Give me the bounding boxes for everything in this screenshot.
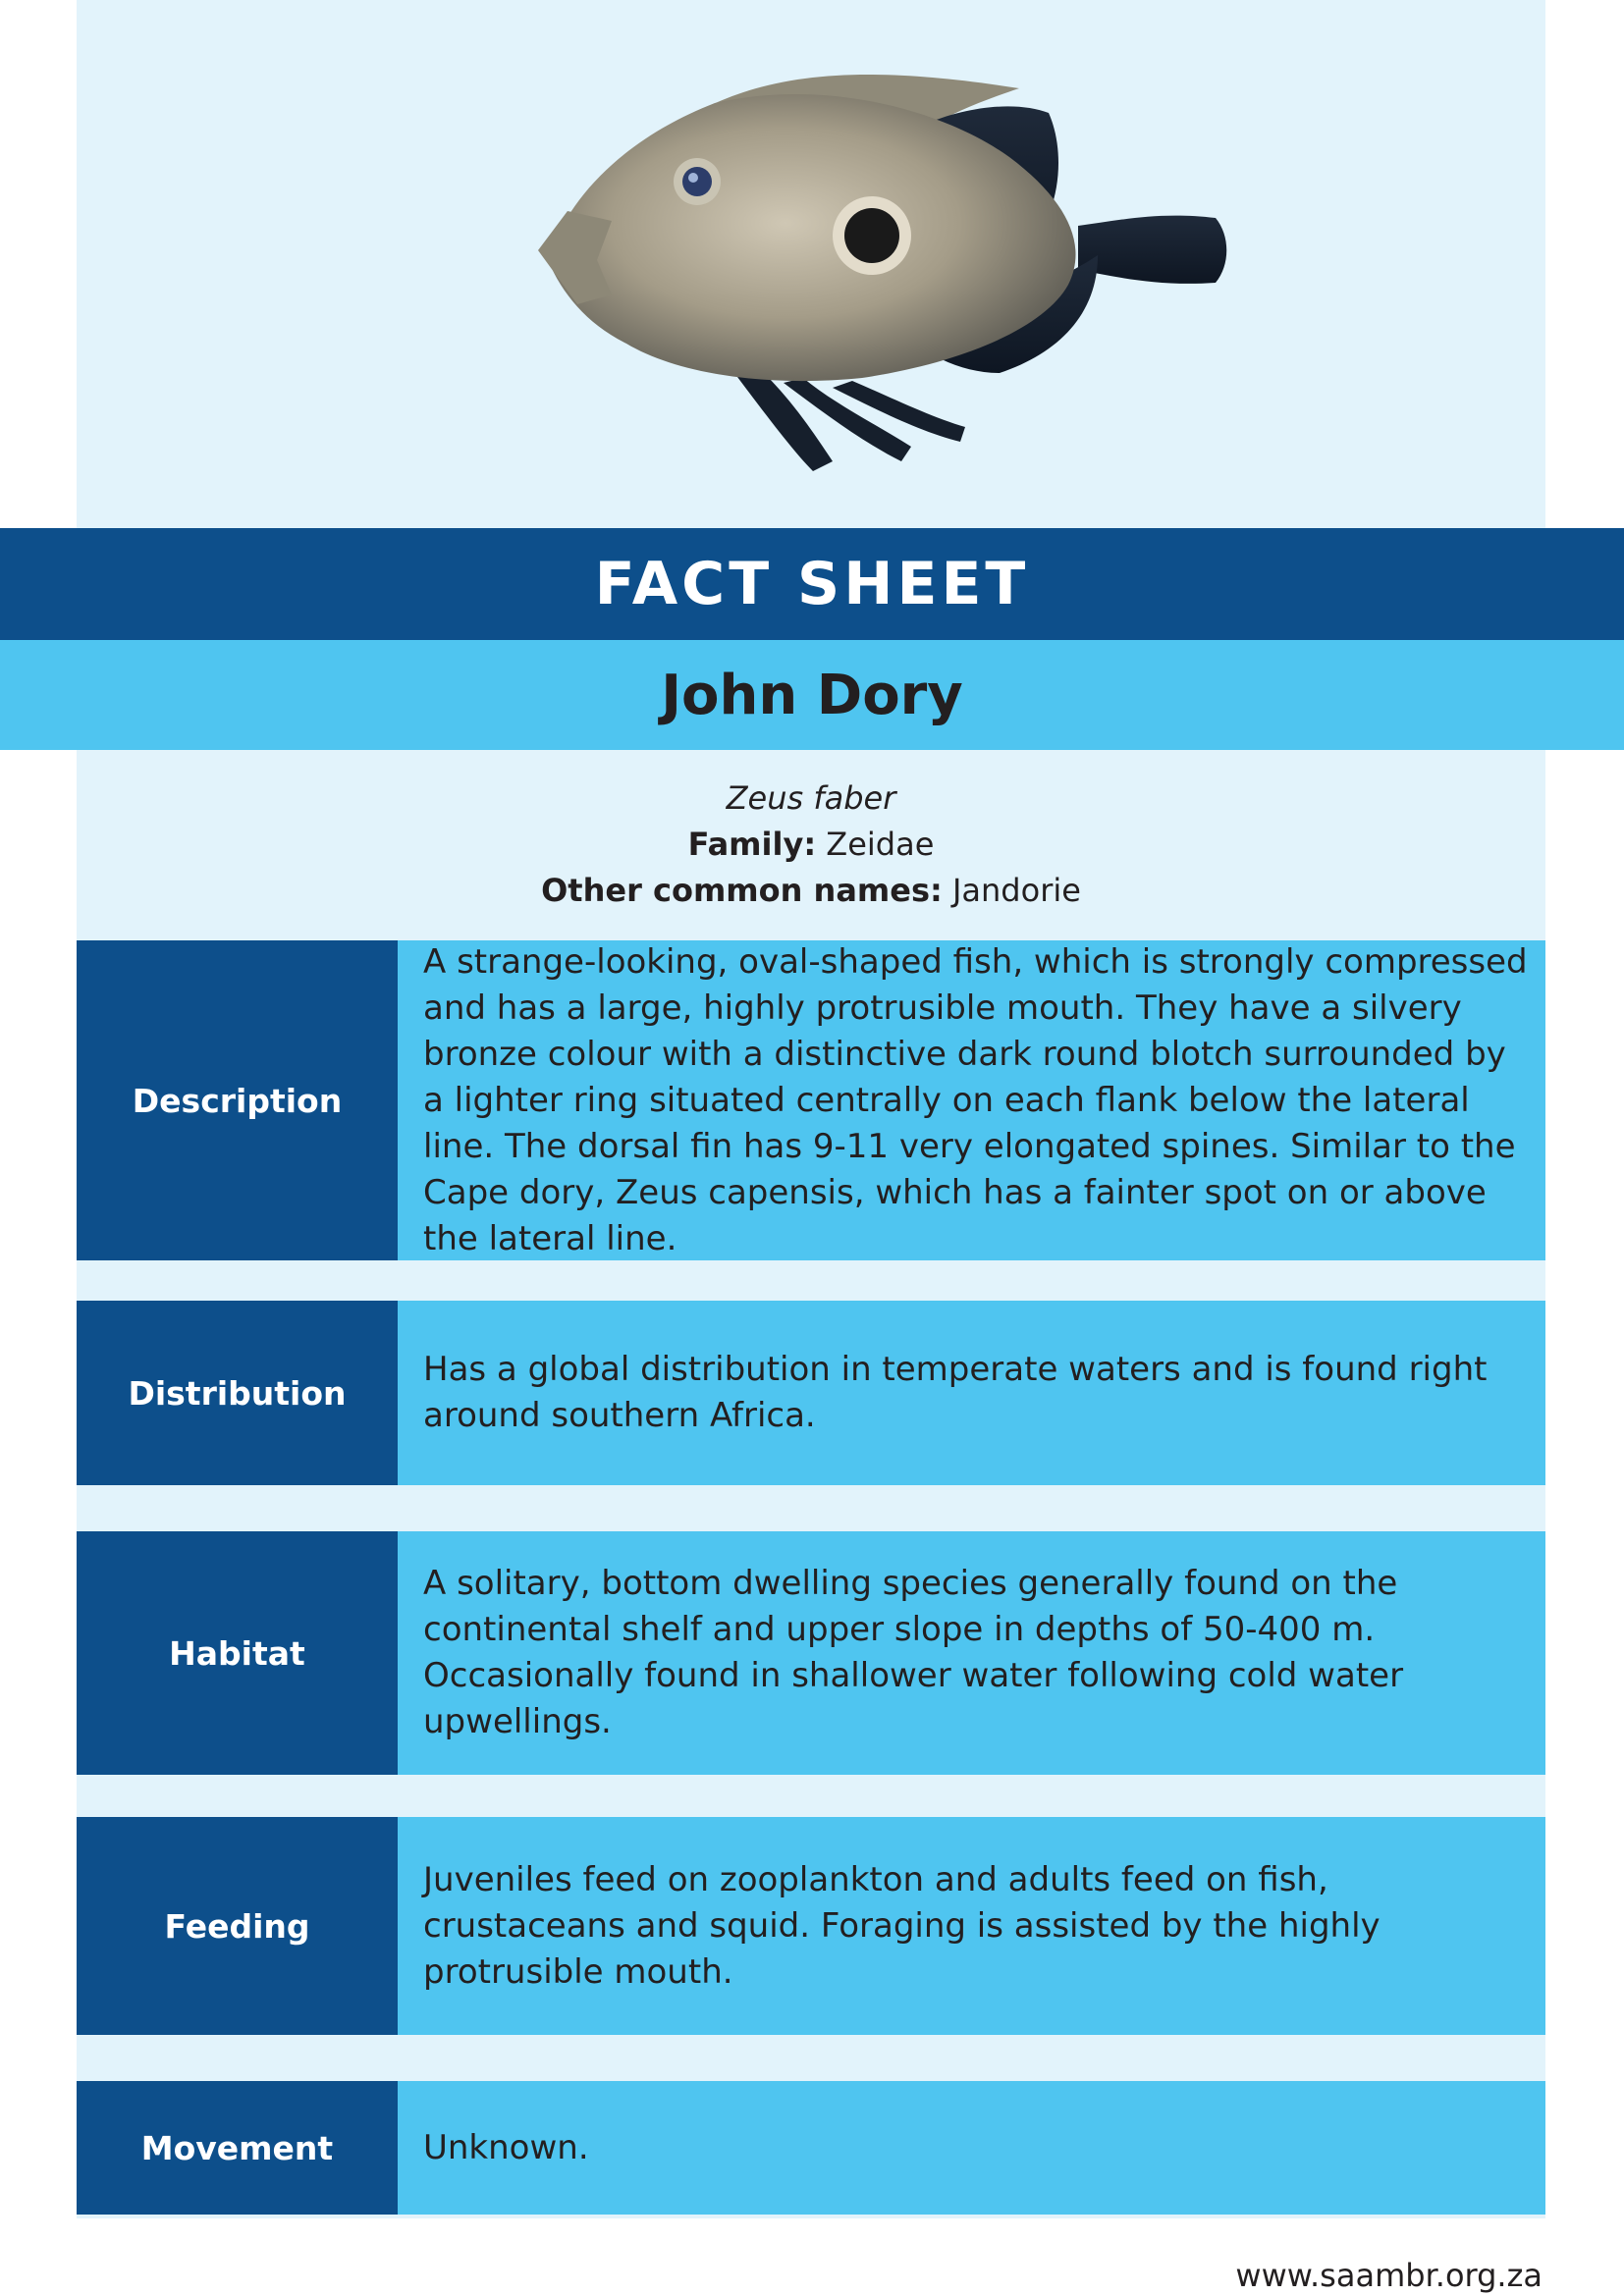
- section-text: Has a global distribution in temperate waters and is found right around southern Africa.: [398, 1301, 1545, 1485]
- classification-block: [77, 775, 1545, 914]
- section-label: Habitat: [77, 1531, 398, 1775]
- section-text: A strange-looking, oval-shaped fish, which is strongly compressed and has a large, highly protrusible mouth. They have a silvery bronze colour with a distinctive dark round blotch surrounded by a lighter ring situated centrally on each flank below the lateral line. The dorsal fin has 9-11 very elongated spines. Similar to the Cape dory, Zeus capensis, which has a fainter spot on or above the lateral line.: [398, 940, 1545, 1260]
- fish-photo: [77, 0, 1545, 528]
- section-text: Juveniles feed on zooplankton and adults feed on fish, crustaceans and squid. Foraging is assisted by the highly protrusible mouth.: [398, 1817, 1545, 2035]
- other-names-value: Jandorie: [951, 872, 1081, 909]
- section-label: Movement: [77, 2081, 398, 2215]
- species-title: John Dory: [0, 640, 1624, 750]
- section-feeding: [77, 1817, 1545, 2035]
- section-distribution: [77, 1301, 1545, 1485]
- section-label: Feeding: [77, 1817, 398, 2035]
- family-value: Zeidae: [826, 826, 935, 863]
- website-link[interactable]: www.saambr.org.za: [1235, 2257, 1543, 2294]
- section-label: Distribution: [77, 1301, 398, 1485]
- section-movement: [77, 2081, 1545, 2215]
- family-line: [77, 822, 1545, 868]
- other-names-label: Other common names:: [541, 872, 943, 909]
- family-label: Family:: [687, 826, 817, 863]
- section-description: [77, 940, 1545, 1260]
- section-text: A solitary, bottom dwelling species generally found on the continental shelf and upper slope in depths of 50-400 m. Occasionally found in shallower water following cold water upwellings.: [398, 1531, 1545, 1775]
- section-habitat: [77, 1531, 1545, 1775]
- section-label: Description: [77, 940, 398, 1260]
- fact-sheet-banner: FACT SHEET: [0, 528, 1624, 640]
- scientific-name: Zeus faber: [726, 779, 896, 817]
- section-text: Unknown.: [398, 2081, 1545, 2215]
- other-names-line: [77, 868, 1545, 914]
